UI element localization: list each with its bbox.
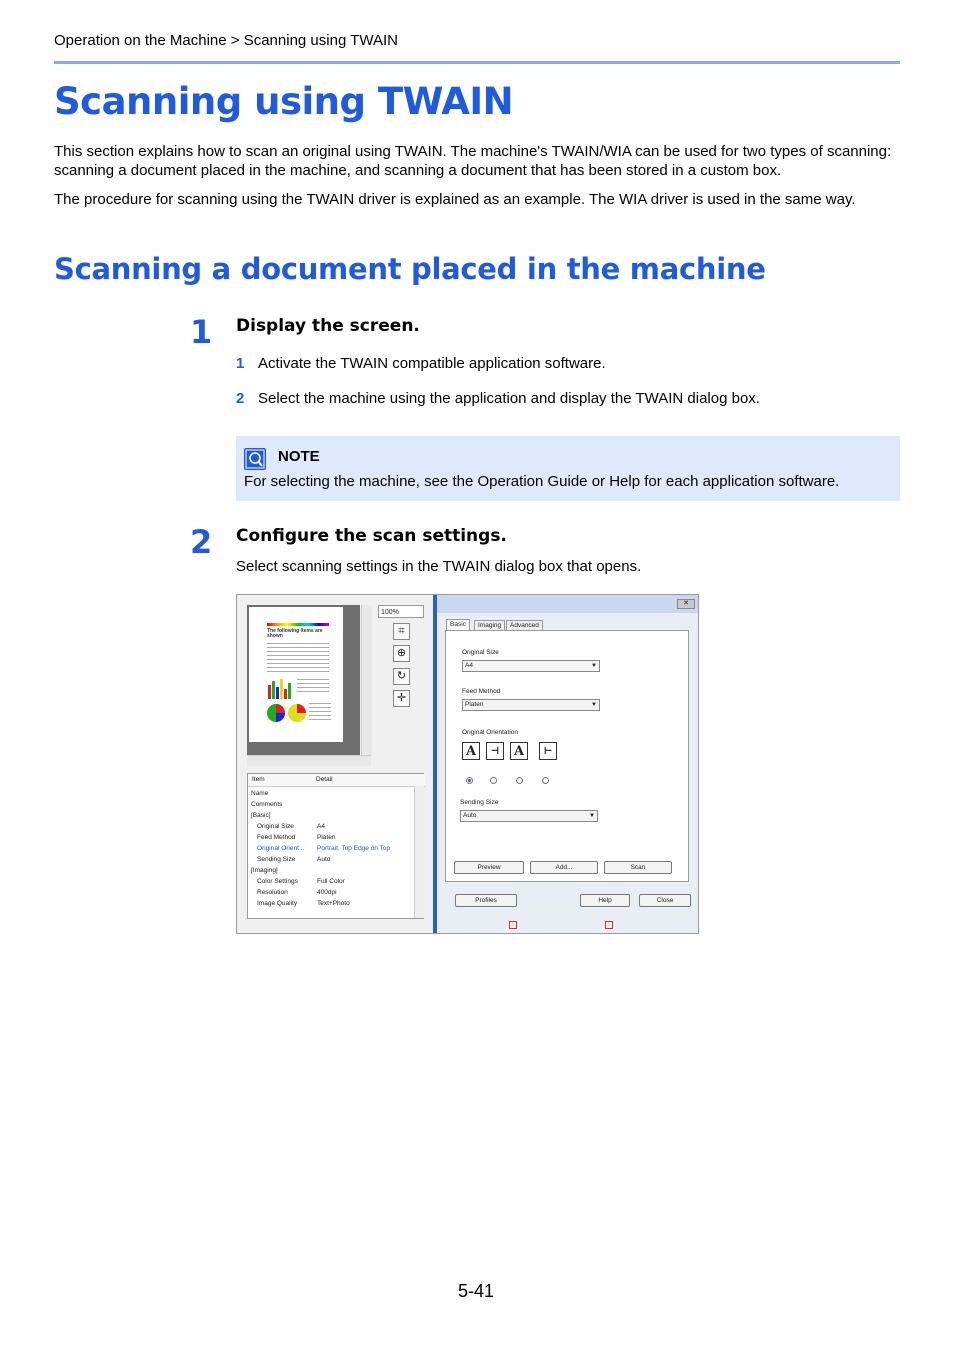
- page-number: 5-41: [458, 1281, 495, 1301]
- original-size-label: Original Size: [462, 649, 499, 656]
- table-row: [Imaging]: [251, 867, 278, 874]
- preview-bar-chart: [267, 677, 293, 699]
- page-title: Scanning using TWAIN: [54, 80, 514, 123]
- scan-button[interactable]: Scan: [604, 861, 672, 874]
- zoom-select[interactable]: 100%: [378, 605, 424, 618]
- preview-text-lines-3: [309, 703, 331, 721]
- preview-text-lines-2: [297, 679, 329, 695]
- header-item: Item: [252, 776, 265, 783]
- orientation-landscape-left-icon[interactable]: ⊣: [486, 742, 504, 760]
- preview-area: [247, 605, 360, 755]
- substep-number: 1: [236, 355, 245, 372]
- table-row: Sending Size Auto: [257, 856, 331, 863]
- table-row: Feed Method Platen: [257, 834, 336, 841]
- crop-marker-icon: [509, 921, 517, 929]
- step-number-1: 1: [190, 313, 213, 351]
- tab-advanced[interactable]: Advanced: [506, 620, 543, 631]
- step-title-1: Display the screen.: [236, 316, 420, 336]
- substep-2: [236, 390, 760, 407]
- note-box: [236, 436, 900, 501]
- tab-imaging[interactable]: Imaging: [474, 620, 505, 631]
- properties-table: [247, 773, 424, 919]
- table-row: Color Settings Full Color: [257, 878, 345, 885]
- preview-button[interactable]: Preview: [454, 861, 524, 874]
- preview-color-bar: [267, 623, 329, 626]
- table-row: [Basic]: [251, 812, 271, 819]
- table-row: Comments: [251, 801, 283, 808]
- step-2-text: Select scanning settings in the TWAIN dialog box that opens.: [236, 558, 642, 575]
- help-button[interactable]: Help: [580, 894, 630, 907]
- basic-panel: [445, 630, 689, 882]
- preview-pane: [237, 595, 433, 934]
- crop-marker-icon: [605, 921, 613, 929]
- tab-basic[interactable]: Basic: [446, 619, 470, 631]
- orientation-radio-1[interactable]: [466, 777, 473, 784]
- orientation-radio-2[interactable]: [490, 777, 497, 784]
- profiles-button[interactable]: Profiles: [455, 894, 517, 907]
- table-row: Original Orient... Portrait, Top Edge on Top: [257, 845, 391, 852]
- twain-dialog-screenshot: [236, 594, 699, 934]
- rotate-icon[interactable]: ↻: [393, 668, 410, 685]
- feed-method-select[interactable]: Platen ▼: [462, 699, 600, 711]
- orientation-radio-3[interactable]: [516, 777, 523, 784]
- note-text: For selecting the machine, see the Operation Guide or Help for each application software.: [244, 473, 840, 490]
- preview-horizontal-scrollbar[interactable]: [247, 755, 371, 766]
- twain-window: [437, 595, 699, 934]
- preview-vertical-scrollbar[interactable]: [361, 605, 372, 755]
- original-orientation-label: Original Orientation: [462, 729, 518, 736]
- orientation-portrait-top-icon[interactable]: A: [462, 742, 480, 760]
- preview-text-lines: [267, 643, 329, 673]
- move-icon[interactable]: ✛: [393, 690, 410, 707]
- header-rule: [54, 61, 900, 64]
- preview-heading: The following items are shown: [267, 628, 323, 639]
- title-bar: [437, 595, 699, 613]
- table-row: Original Size A4: [257, 823, 325, 830]
- substep-text: Select the machine using the application and display the TWAIN dialog box.: [258, 390, 760, 407]
- header-detail: Detail: [316, 776, 333, 783]
- step-number-2: 2: [190, 523, 213, 561]
- note-icon: [244, 448, 266, 470]
- orientation-radio-4[interactable]: [542, 777, 549, 784]
- preview-page: [249, 607, 343, 742]
- properties-header: [248, 774, 425, 787]
- orientation-portrait-icon[interactable]: A: [510, 742, 528, 760]
- step-title-2: Configure the scan settings.: [236, 526, 507, 546]
- intro-paragraph-2: The procedure for scanning using the TWAIN driver is explained as an example. The WIA driver is used in the same way.: [54, 191, 856, 208]
- feed-method-label: Feed Method: [462, 688, 501, 695]
- substep-1: [236, 355, 606, 372]
- sending-size-label: Sending Size: [460, 799, 499, 806]
- breadcrumb: Operation on the Machine > Scanning using TWAIN: [54, 32, 398, 49]
- zoom-icon[interactable]: ⊕: [393, 645, 410, 662]
- intro-paragraph-1: This section explains how to scan an original using TWAIN. The machine's TWAIN/WIA can be used for two types of scanning: scanning a document placed in the machine, and scanning a document that has been stored in a custom box.: [54, 143, 892, 179]
- table-row: Resolution 400dpi: [257, 889, 337, 896]
- close-icon[interactable]: ✕: [677, 599, 695, 609]
- sending-size-select[interactable]: Auto ▼: [460, 810, 598, 822]
- close-button[interactable]: Close: [639, 894, 691, 907]
- original-size-select[interactable]: A4 ▼: [462, 660, 600, 672]
- note-title: NOTE: [278, 448, 320, 465]
- substep-text: Activate the TWAIN compatible application software.: [258, 355, 606, 372]
- orientation-landscape-right-icon[interactable]: ⊢: [539, 742, 557, 760]
- add-button[interactable]: Add...: [530, 861, 598, 874]
- substep-number: 2: [236, 390, 245, 407]
- table-row: Name: [251, 790, 269, 797]
- section-title: Scanning a document placed in the machine: [54, 252, 766, 286]
- table-scrollbar[interactable]: [414, 786, 424, 918]
- preview-pie-charts: [267, 703, 307, 723]
- table-row: Image Quality Text+Photo: [257, 900, 350, 907]
- crop-icon[interactable]: ⌗: [393, 623, 410, 640]
